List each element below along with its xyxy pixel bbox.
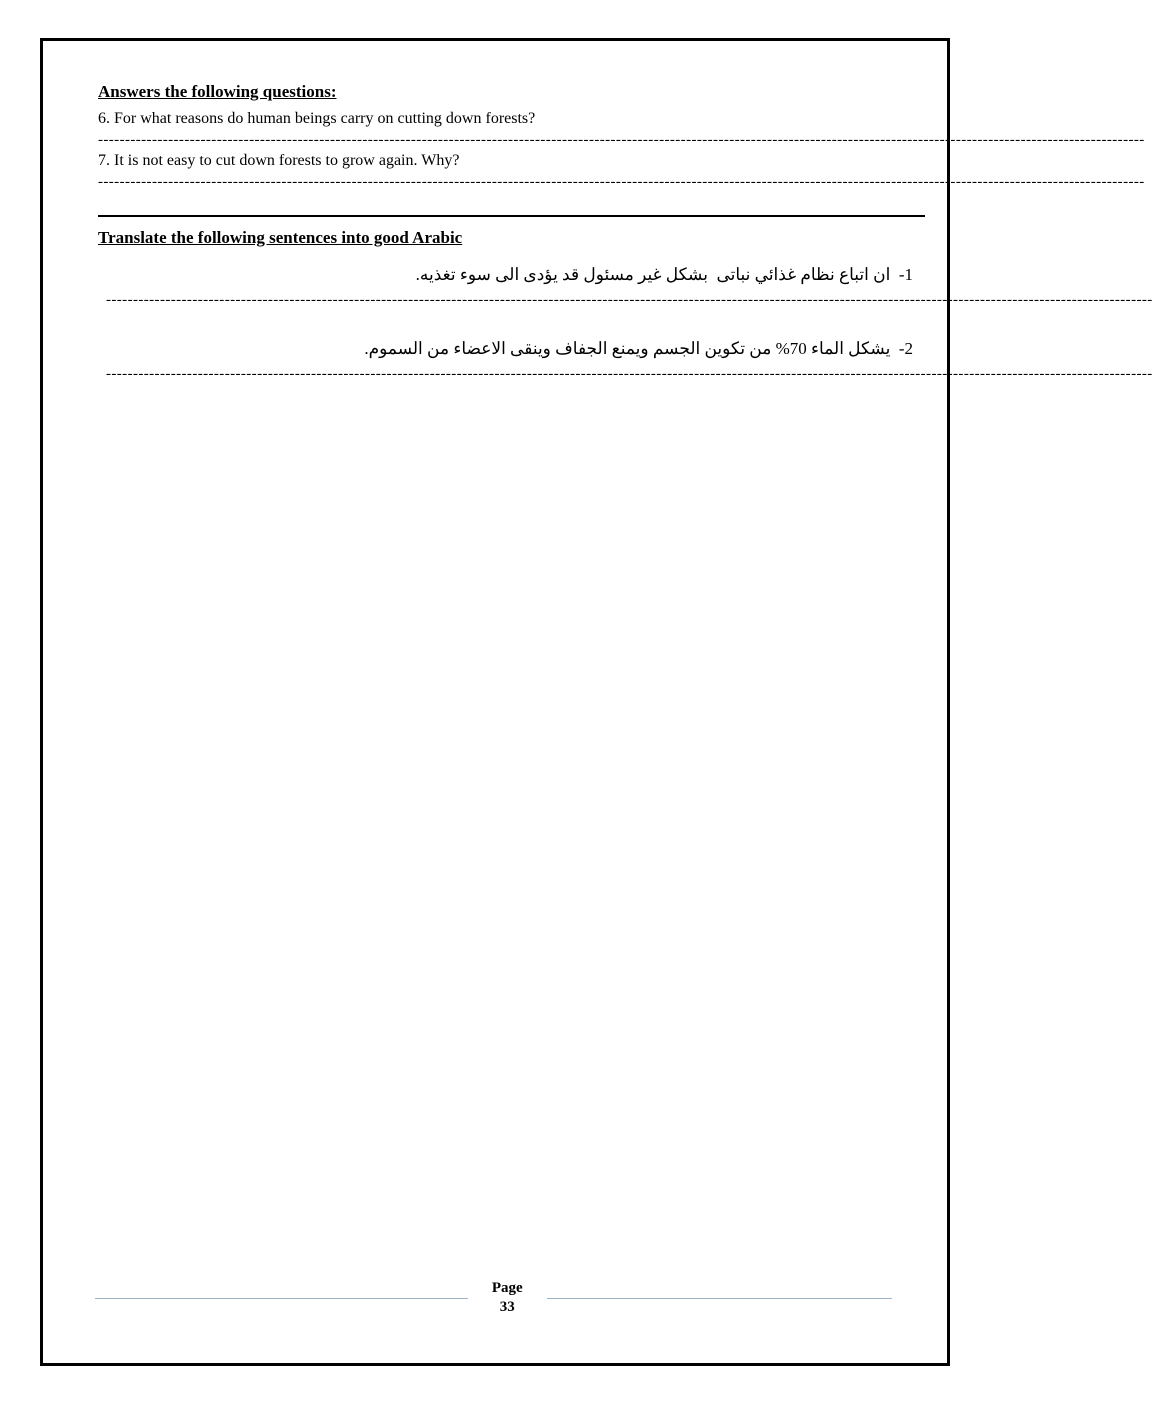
footer-page-number: 33	[499, 1299, 515, 1315]
answer-dotted-line-arabic-1: --------------------------------------------------------------------------------------------------------------------------------------------------------------------------------------------------	[106, 292, 1153, 308]
page-footer	[95, 1279, 892, 1317]
footer-rule-right	[547, 1298, 892, 1299]
footer-page-label: Page	[491, 1280, 523, 1296]
arabic-sentence-2: 2- يشكل الماء 70% من تكوين الجسم ويمنع الجفاف وينقى الاعضاء من السموم.	[364, 339, 913, 358]
question-7: 7. It is not easy to cut down forests to grow again. Why?	[98, 152, 460, 169]
answer-dotted-line-q6: --------------------------------------------------------------------------------------------------------------------------------------------------------------------------------------------------	[98, 132, 1145, 148]
questions-section-heading: Answers the following questions:	[98, 82, 337, 101]
page-content	[98, 81, 1153, 383]
question-6: 6. For what reasons do human beings carry on cutting down forests?	[98, 110, 536, 127]
translate-section-heading: Translate the following sentences into good Arabic	[98, 228, 463, 247]
page-border-frame	[40, 38, 1153, 1366]
arabic-sentence-1: 1- ان اتباع نظام غذائي نباتى بشكل غير مسئول قد يؤدى الى سوء تغذيه.	[415, 265, 913, 284]
footer-page-indicator	[468, 1279, 547, 1317]
answer-dotted-line-q7: --------------------------------------------------------------------------------------------------------------------------------------------------------------------------------------------------	[98, 174, 1145, 190]
section-divider-line	[98, 215, 925, 217]
footer-rule-left	[95, 1298, 468, 1299]
answer-dotted-line-arabic-2: --------------------------------------------------------------------------------------------------------------------------------------------------------------------------------------------------	[106, 366, 1153, 382]
